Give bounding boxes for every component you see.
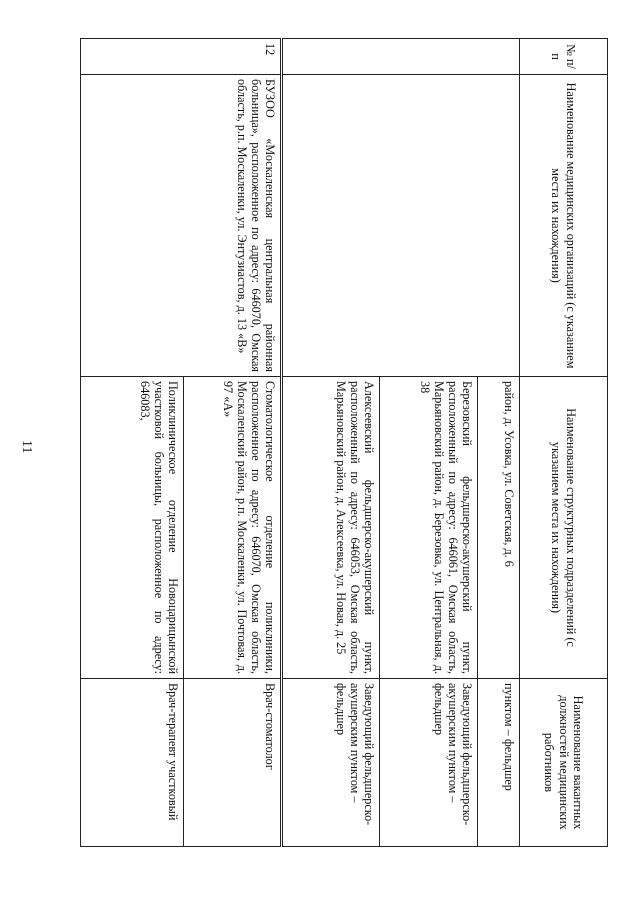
cell-position: Врач-стоматолог [184, 679, 282, 847]
cell-position: Заведующий фельдшерско-акушерским пунктом – фельдшер [380, 679, 478, 847]
cell-organization: БУЗОО «Москаленская центральная районная больница», расположенное по адресу: 646070, Омская область, р.п. Москаленки, ул. Энтузиастов, д. 13 «В» [81, 75, 282, 377]
cell-organization [282, 75, 520, 377]
header-position: Наименование вакантных должностей медицинских работников [520, 679, 608, 847]
table-row [184, 39, 282, 847]
table-row [478, 39, 520, 847]
header-number: № п/п [520, 39, 608, 75]
cell-position: Врач-терапевт участковый [81, 679, 184, 847]
cell-position: пунктом – фельдшер [478, 679, 520, 847]
header-unit: Наименование структурных подразделений (с указанием места их нахождения) [520, 377, 608, 679]
cell-unit: район, д. Усовка, ул. Советская, д. 6 [478, 377, 520, 679]
cell-unit: Стоматологическое отделение поликлиники, расположенное по адресу: 646070, Омская область, Москаленский район, р.п. Москаленки, ул. Почтовая, д. 97 «А» [184, 377, 282, 679]
table-header-row [520, 39, 608, 847]
cell-unit: Поликлиническое отделение Новоцарицынской участковой больницы, расположенное по адресу: 646083, [81, 377, 184, 679]
rotated-document [80, 38, 608, 846]
vacancies-table [80, 38, 608, 847]
cell-number: 12 [81, 39, 282, 75]
cell-unit: Березовский фельдшерско-акушерский пункт, расположенный по адресу: 646061, Омская область, Марьяновский район, д. Березовка, ул. Центральная, д. 38 [380, 377, 478, 679]
cell-number [282, 39, 520, 75]
page-number: 11 [19, 440, 34, 454]
header-organization: Наименование медицинских организаций (с указанием места их нахождения) [520, 75, 608, 377]
cell-unit: Алексеевский фельдшерско-акушерский пункт, расположенный по адресу: 646053, Омская область, Марьяновский район, д. Алексеевка, ул. Новая, д. 25 [282, 377, 380, 679]
cell-position: Заведующий фельдшерско-акушерским пунктом – фельдшер [282, 679, 380, 847]
